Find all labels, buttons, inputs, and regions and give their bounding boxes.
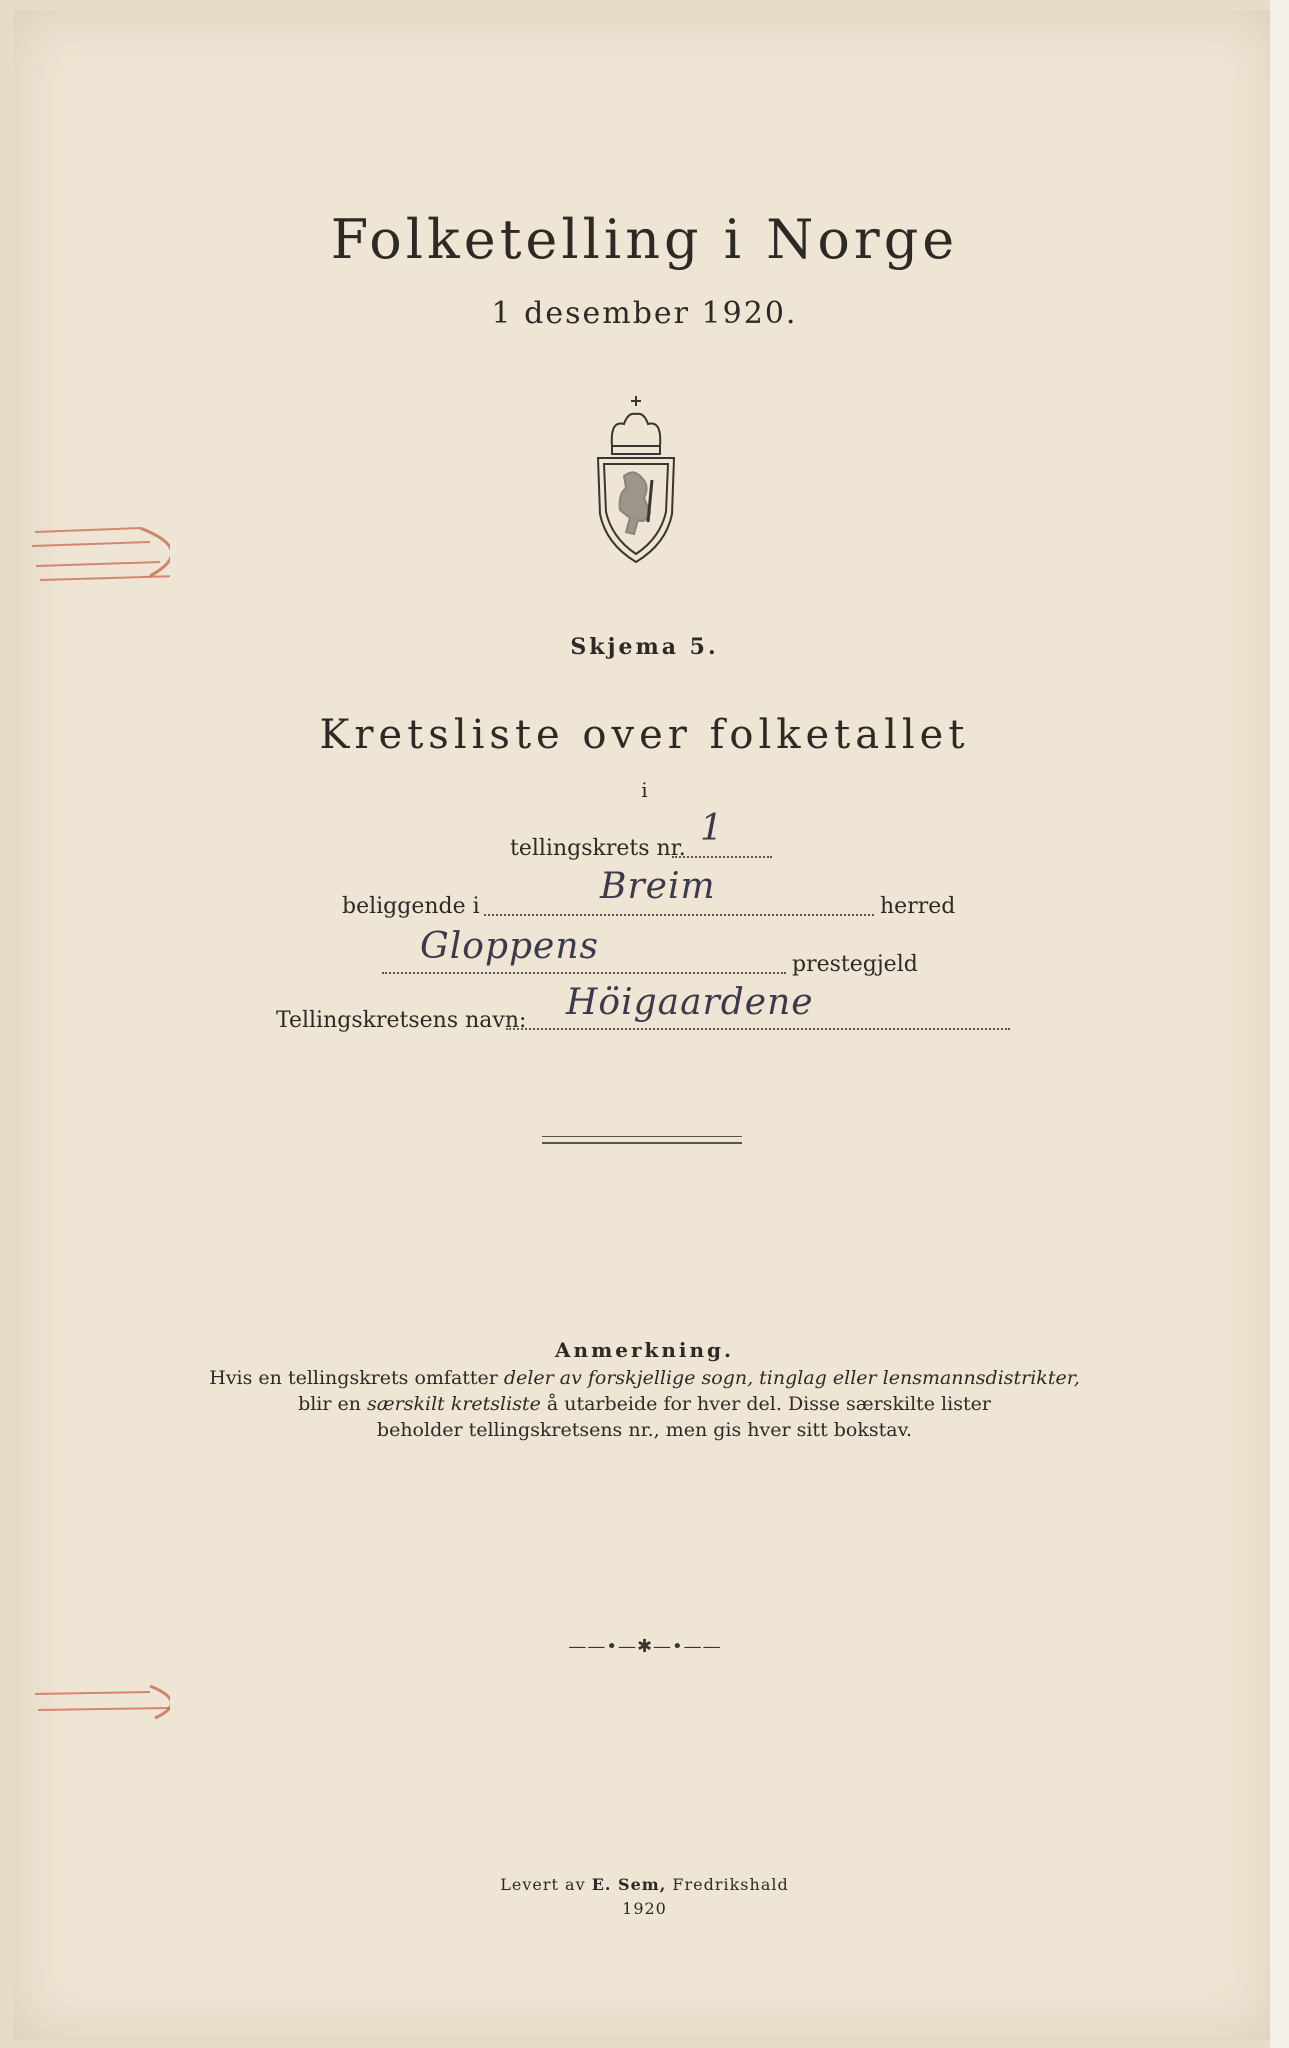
note-line-1 bbox=[0, 1366, 1289, 1390]
beliggende-label: beliggende i bbox=[342, 894, 480, 919]
note-text: Hvis en tellingskrets omfatter bbox=[209, 1367, 504, 1389]
note-text: blir en bbox=[298, 1393, 368, 1415]
herred-label: herred bbox=[880, 894, 956, 919]
note-emphasis: deler av forskjellige sogn, tinglag eller lensmannsdistrikter, bbox=[503, 1367, 1080, 1389]
census-date: 1 desember 1920. bbox=[491, 296, 798, 331]
page-title: Folketelling i Norge bbox=[330, 208, 959, 271]
note-heading: Anmerkning. bbox=[555, 1338, 734, 1362]
form-heading: Kretsliste over folketallet bbox=[319, 712, 970, 758]
tellingskrets-number: 1 bbox=[700, 808, 724, 849]
tellingskrets-line bbox=[672, 856, 772, 858]
red-binding-mark-icon bbox=[30, 1680, 170, 1724]
form-number: Skjema 5. bbox=[570, 634, 719, 660]
printer-year: 1920 bbox=[622, 1899, 667, 1918]
note-emphasis: særskilt kretsliste bbox=[367, 1393, 541, 1415]
tellingskrets-navn: Höigaardene bbox=[566, 982, 814, 1023]
beliggende-line bbox=[484, 914, 874, 916]
printer-city: Fredrikshald bbox=[666, 1875, 789, 1894]
tellingskrets-label: tellingskrets nr. bbox=[510, 836, 686, 861]
note-line-3: beholder tellingskretsens nr., men gis hver sitt bokstav. bbox=[376, 1419, 913, 1441]
note-text: å utarbeide for hver del. Disse særskilte lister bbox=[540, 1393, 991, 1415]
prestegjeld-line bbox=[382, 972, 786, 974]
red-binding-mark-icon bbox=[30, 520, 170, 590]
norwegian-coat-of-arms-icon bbox=[590, 394, 682, 566]
navn-label: Tellingskretsens navn: bbox=[276, 1008, 527, 1033]
navn-line bbox=[506, 1028, 1010, 1030]
prestegjeld-name: Gloppens bbox=[420, 926, 599, 967]
herred-name: Breim bbox=[600, 866, 716, 907]
connector-word: i bbox=[641, 778, 648, 802]
printer-credit bbox=[0, 1875, 1289, 1894]
note-line-2 bbox=[0, 1392, 1289, 1416]
printer-text: Levert av bbox=[500, 1875, 592, 1894]
section-divider bbox=[542, 1136, 742, 1144]
printer-name: E. Sem, bbox=[591, 1875, 667, 1894]
ornament-divider: ——•—✱—•—— bbox=[568, 1636, 722, 1657]
prestegjeld-label: prestegjeld bbox=[792, 952, 918, 977]
